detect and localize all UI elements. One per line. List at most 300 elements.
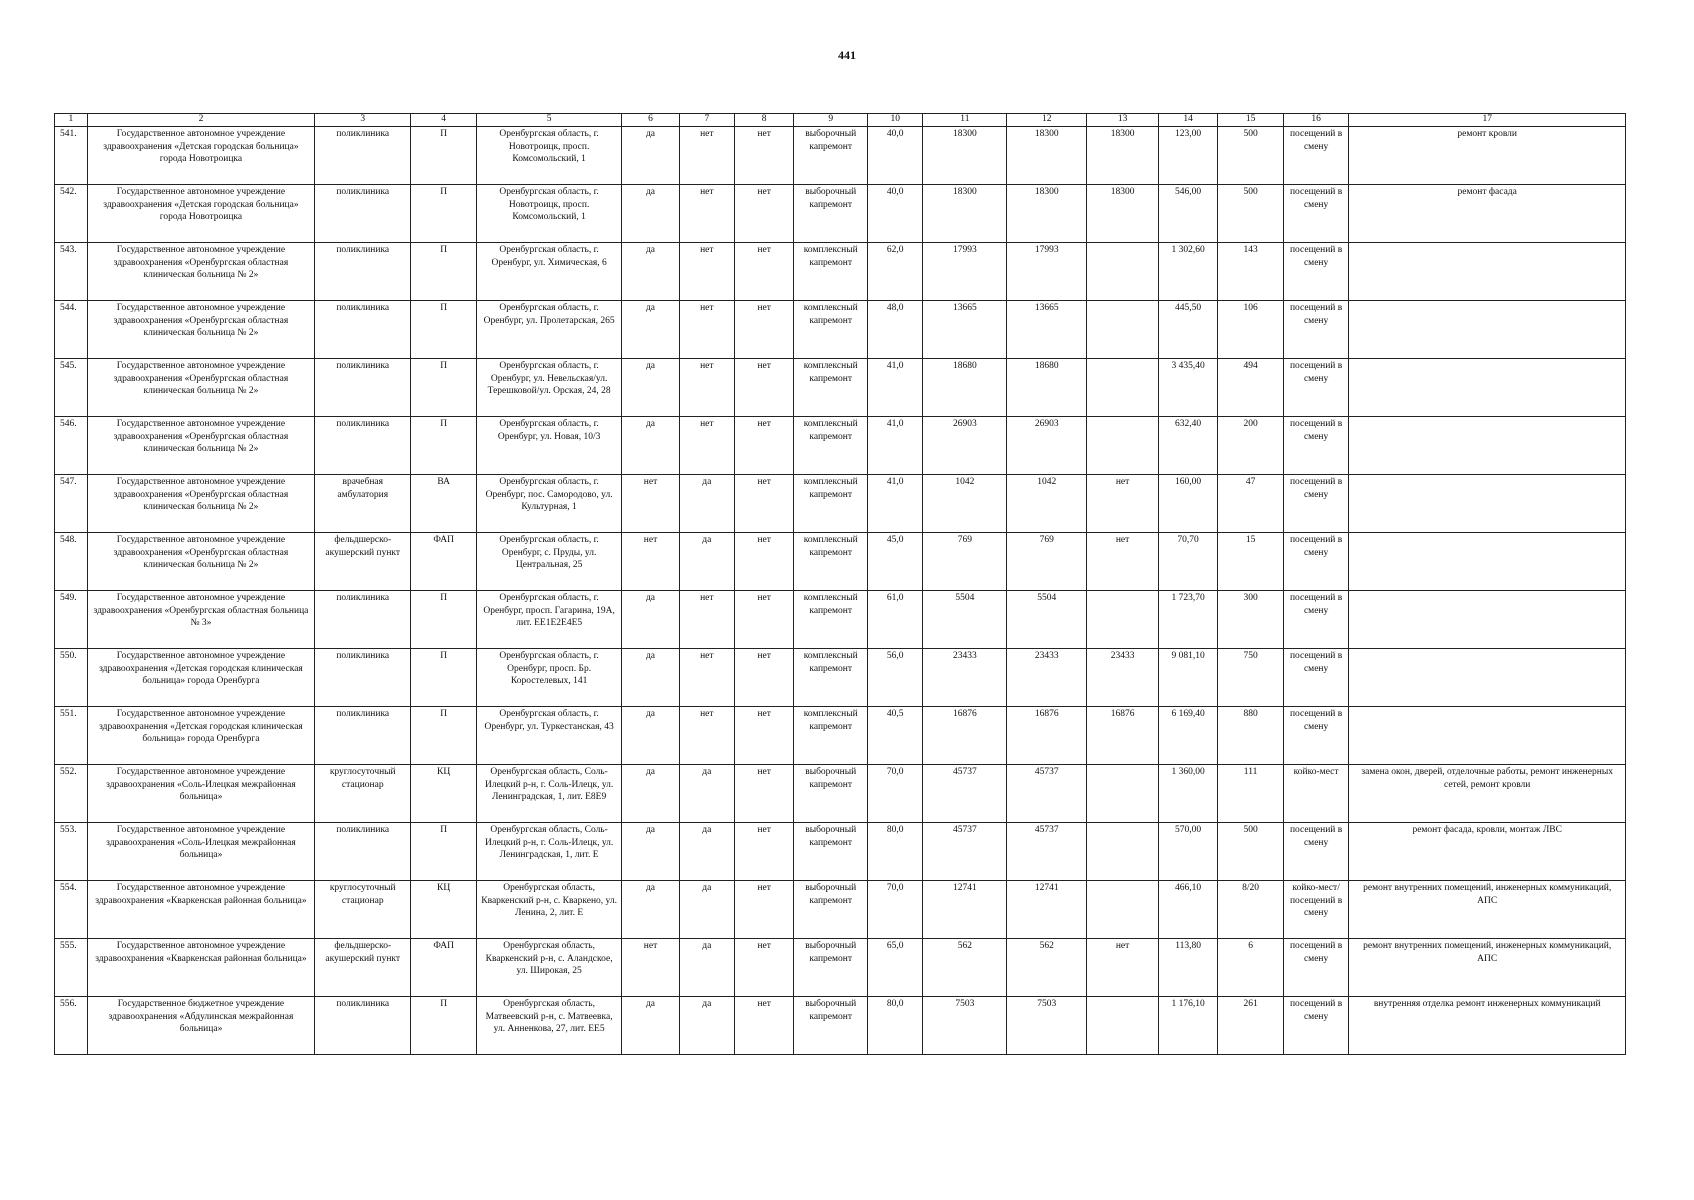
table-cell: 7503 <box>923 997 1007 1055</box>
table-cell: 543. <box>55 243 88 301</box>
table-cell: нет <box>622 939 679 997</box>
table-cell: посещений в смену <box>1283 301 1349 359</box>
table-cell: нет <box>734 185 793 243</box>
table-row <box>55 591 1626 649</box>
table-row <box>55 243 1626 301</box>
table-cell: 13665 <box>923 301 1007 359</box>
table-cell: круглосуточный стационар <box>315 765 411 823</box>
table-cell: комплексный капремонт <box>794 649 868 707</box>
table-cell: комплексный капремонт <box>794 417 868 475</box>
table-cell: 40,5 <box>868 707 923 765</box>
table-cell: нет <box>679 185 734 243</box>
column-number-header: 8 <box>734 114 793 127</box>
table-cell: комплексный капремонт <box>794 591 868 649</box>
table-cell: поликлиника <box>315 359 411 417</box>
table-cell <box>1349 301 1626 359</box>
table-cell: ремонт фасада, кровли, монтаж ЛВС <box>1349 823 1626 881</box>
table-cell: Оренбургская область, г. Новотроицк, просп. Комсомольский, 1 <box>476 127 621 185</box>
table-cell: выборочный капремонт <box>794 997 868 1055</box>
table-cell: нет <box>734 997 793 1055</box>
table-cell: посещений в смену <box>1283 533 1349 591</box>
table-cell: Оренбургская область, Кваркенский р-н, с. Аландское, ул. Широкая, 25 <box>476 939 621 997</box>
table-cell: нет <box>734 939 793 997</box>
table-cell: нет <box>734 707 793 765</box>
table-cell: 547. <box>55 475 88 533</box>
table-cell: ВА <box>411 475 477 533</box>
column-number-header-row <box>55 114 1626 127</box>
table-cell: посещений в смену <box>1283 127 1349 185</box>
table-cell: Оренбургская область, г. Оренбург, с. Пруды, ул. Центральная, 25 <box>476 533 621 591</box>
table-cell: да <box>679 765 734 823</box>
table-cell: 551. <box>55 707 88 765</box>
table-cell: Оренбургская область, г. Оренбург, ул. Химическая, 6 <box>476 243 621 301</box>
table-cell: 546. <box>55 417 88 475</box>
table-cell: Государственное автономное учреждение здравоохранения «Оренбургская областная клиническая больница № 2» <box>87 243 314 301</box>
table-cell: Оренбургская область, Соль-Илецкий р-н, г. Соль-Илецк, ул. Ленинградская, 1, лит. Е <box>476 823 621 881</box>
table-cell: нет <box>1087 475 1159 533</box>
table-row <box>55 417 1626 475</box>
table-cell: 1 360,00 <box>1158 765 1217 823</box>
table-cell: да <box>622 881 679 939</box>
table-cell: 300 <box>1218 591 1284 649</box>
table-cell: 70,0 <box>868 881 923 939</box>
table-cell: 18300 <box>1087 127 1159 185</box>
table-cell: посещений в смену <box>1283 417 1349 475</box>
table-cell <box>1349 707 1626 765</box>
table-cell: П <box>411 185 477 243</box>
table-cell: посещений в смену <box>1283 591 1349 649</box>
table-cell: 12741 <box>1007 881 1087 939</box>
table-cell: да <box>679 475 734 533</box>
table-cell: поликлиника <box>315 649 411 707</box>
table-cell: 56,0 <box>868 649 923 707</box>
table-row <box>55 823 1626 881</box>
table-cell <box>1087 997 1159 1055</box>
table-cell: 500 <box>1218 185 1284 243</box>
table-cell: 494 <box>1218 359 1284 417</box>
table-cell: П <box>411 359 477 417</box>
table-cell: комплексный капремонт <box>794 475 868 533</box>
table-cell: 550. <box>55 649 88 707</box>
table-cell: 16876 <box>1087 707 1159 765</box>
table-cell: 15 <box>1218 533 1284 591</box>
table-cell: 17993 <box>1007 243 1087 301</box>
table-cell: да <box>679 881 734 939</box>
table-cell: нет <box>1087 939 1159 997</box>
column-number-header: 4 <box>411 114 477 127</box>
table-cell: 18300 <box>1007 127 1087 185</box>
table-row <box>55 475 1626 533</box>
table-cell <box>1087 591 1159 649</box>
table-cell: да <box>622 707 679 765</box>
table-cell: Оренбургская область, Матвеевский р-н, с. Матвеевка, ул. Анненкова, 27, лит. ЕЕ5 <box>476 997 621 1055</box>
table-cell: да <box>622 301 679 359</box>
table-cell: 106 <box>1218 301 1284 359</box>
table-cell: 45737 <box>1007 823 1087 881</box>
table-row <box>55 707 1626 765</box>
table-cell: нет <box>622 533 679 591</box>
table-cell: 562 <box>923 939 1007 997</box>
table-cell: выборочный капремонт <box>794 765 868 823</box>
page-number: 441 <box>838 48 856 62</box>
registry-table <box>54 113 1626 1055</box>
table-cell <box>1349 359 1626 417</box>
table-cell: 769 <box>923 533 1007 591</box>
table-cell: 466,10 <box>1158 881 1217 939</box>
column-number-header: 16 <box>1283 114 1349 127</box>
table-cell <box>1087 301 1159 359</box>
table-cell: врачебная амбулатория <box>315 475 411 533</box>
table-cell: нет <box>734 243 793 301</box>
table-cell <box>1349 475 1626 533</box>
table-cell: выборочный капремонт <box>794 881 868 939</box>
table-cell: 769 <box>1007 533 1087 591</box>
table-cell: выборочный капремонт <box>794 127 868 185</box>
table-cell: Государственное автономное учреждение здравоохранения «Оренбургская областная клиническая больница № 2» <box>87 301 314 359</box>
column-number-header: 2 <box>87 114 314 127</box>
table-cell: нет <box>734 649 793 707</box>
table-cell: 556. <box>55 997 88 1055</box>
table-cell <box>1087 881 1159 939</box>
table-row <box>55 765 1626 823</box>
table-cell: Государственное автономное учреждение здравоохранения «Детская городская больница» города Новотроицка <box>87 127 314 185</box>
table-cell: нет <box>679 359 734 417</box>
column-number-header: 10 <box>868 114 923 127</box>
table-cell: нет <box>679 417 734 475</box>
table-cell: П <box>411 417 477 475</box>
table-cell: поликлиника <box>315 707 411 765</box>
table-cell: П <box>411 243 477 301</box>
table-cell: нет <box>1087 533 1159 591</box>
table-cell: нет <box>734 591 793 649</box>
table-cell <box>1087 359 1159 417</box>
table-cell: 545. <box>55 359 88 417</box>
table-cell: выборочный капремонт <box>794 823 868 881</box>
table-cell: выборочный капремонт <box>794 185 868 243</box>
table-cell: 18680 <box>923 359 1007 417</box>
table-cell <box>1349 649 1626 707</box>
table-cell: 553. <box>55 823 88 881</box>
column-number-header: 5 <box>476 114 621 127</box>
table-cell: Оренбургская область, г. Оренбург, пос. Самородово, ул. Культурная, 1 <box>476 475 621 533</box>
table-cell: нет <box>734 417 793 475</box>
table-cell: 61,0 <box>868 591 923 649</box>
table-cell: П <box>411 649 477 707</box>
table-cell: 18680 <box>1007 359 1087 417</box>
table-cell: 445,50 <box>1158 301 1217 359</box>
table-cell: 542. <box>55 185 88 243</box>
table-cell: нет <box>734 881 793 939</box>
table-cell: 16876 <box>923 707 1007 765</box>
table-row <box>55 533 1626 591</box>
table-cell: П <box>411 823 477 881</box>
table-cell: комплексный капремонт <box>794 707 868 765</box>
table-cell: Оренбургская область, Соль-Илецкий р-н, г. Соль-Илецк, ул. Ленинградская, 1, лит. Е8Е9 <box>476 765 621 823</box>
table-cell: посещений в смену <box>1283 997 1349 1055</box>
table-cell: фельдшерско-акушерский пункт <box>315 939 411 997</box>
table-cell: ремонт внутренних помещений, инженерных коммуникаций, АПС <box>1349 939 1626 997</box>
table-cell: 541. <box>55 127 88 185</box>
table-cell: 18300 <box>1007 185 1087 243</box>
table-cell: поликлиника <box>315 301 411 359</box>
table-cell: 562 <box>1007 939 1087 997</box>
table-cell: 552. <box>55 765 88 823</box>
column-number-header: 15 <box>1218 114 1284 127</box>
table-cell: Государственное автономное учреждение здравоохранения «Детская городская больница» города Новотроицка <box>87 185 314 243</box>
table-cell: фельдшерско-акушерский пункт <box>315 533 411 591</box>
table-cell: комплексный капремонт <box>794 301 868 359</box>
table-cell: комплексный капремонт <box>794 243 868 301</box>
table-cell: да <box>622 127 679 185</box>
table-cell: Государственное автономное учреждение здравоохранения «Оренбургская областная клиническая больница № 2» <box>87 475 314 533</box>
table-cell: ФАП <box>411 533 477 591</box>
table-cell: нет <box>679 243 734 301</box>
table-cell: Государственное автономное учреждение здравоохранения «Детская городская клиническая больница» города Оренбурга <box>87 649 314 707</box>
table-cell: да <box>622 417 679 475</box>
table-cell: 45,0 <box>868 533 923 591</box>
table-cell: 113,80 <box>1158 939 1217 997</box>
table-cell: нет <box>679 127 734 185</box>
table-cell: нет <box>734 301 793 359</box>
table-cell: да <box>679 939 734 997</box>
table-cell: выборочный капремонт <box>794 939 868 997</box>
table-cell: П <box>411 127 477 185</box>
table-cell: посещений в смену <box>1283 359 1349 417</box>
table-cell: 26903 <box>1007 417 1087 475</box>
table-cell: 17993 <box>923 243 1007 301</box>
table-cell: 40,0 <box>868 127 923 185</box>
table-cell: Государственное автономное учреждение здравоохранения «Оренбургская областная клиническая больница № 2» <box>87 359 314 417</box>
table-row <box>55 301 1626 359</box>
table-cell: 5504 <box>923 591 1007 649</box>
table-cell: поликлиника <box>315 823 411 881</box>
table-cell: нет <box>734 475 793 533</box>
table-cell: да <box>622 649 679 707</box>
table-row <box>55 881 1626 939</box>
table-cell: Оренбургская область, г. Оренбург, ул. Новая, 10/3 <box>476 417 621 475</box>
table-cell: 47 <box>1218 475 1284 533</box>
table-cell: КЦ <box>411 881 477 939</box>
table-cell: Оренбургская область, г. Новотроицк, просп. Комсомольский, 1 <box>476 185 621 243</box>
table-body <box>55 114 1626 1055</box>
table-cell: Государственное автономное учреждение здравоохранения «Детская городская клиническая больница» города Оренбурга <box>87 707 314 765</box>
table-cell: 570,00 <box>1158 823 1217 881</box>
table-cell: 8/20 <box>1218 881 1284 939</box>
table-cell: 41,0 <box>868 475 923 533</box>
table-cell: 500 <box>1218 823 1284 881</box>
table-cell: нет <box>734 533 793 591</box>
table-cell: 45737 <box>923 765 1007 823</box>
table-cell: 261 <box>1218 997 1284 1055</box>
table-cell <box>1087 417 1159 475</box>
table-cell <box>1349 243 1626 301</box>
table-cell: 500 <box>1218 127 1284 185</box>
table-cell: комплексный капремонт <box>794 533 868 591</box>
table-row <box>55 939 1626 997</box>
column-number-header: 13 <box>1087 114 1159 127</box>
column-number-header: 11 <box>923 114 1007 127</box>
table-cell: Государственное автономное учреждение здравоохранения «Соль-Илецкая межрайонная больница» <box>87 823 314 881</box>
table-row <box>55 997 1626 1055</box>
table-cell: 80,0 <box>868 823 923 881</box>
table-cell: нет <box>734 127 793 185</box>
column-number-header: 9 <box>794 114 868 127</box>
table-cell: да <box>622 359 679 417</box>
table-cell: да <box>622 591 679 649</box>
table-cell: 546,00 <box>1158 185 1217 243</box>
table-cell: посещений в смену <box>1283 243 1349 301</box>
table-cell: 26903 <box>923 417 1007 475</box>
table-cell: Государственное бюджетное учреждение здравоохранения «Абдулинская межрайонная больница» <box>87 997 314 1055</box>
table-cell: Оренбургская область, г. Оренбург, ул. Туркестанская, 43 <box>476 707 621 765</box>
table-cell: посещений в смену <box>1283 475 1349 533</box>
table-cell: 1 302,60 <box>1158 243 1217 301</box>
table-cell: 23433 <box>923 649 1007 707</box>
table-cell: 1042 <box>1007 475 1087 533</box>
table-cell: нет <box>734 823 793 881</box>
table-cell <box>1087 243 1159 301</box>
table-cell: 555. <box>55 939 88 997</box>
table-cell: 45737 <box>923 823 1007 881</box>
table-cell: 7503 <box>1007 997 1087 1055</box>
table-cell: ФАП <box>411 939 477 997</box>
table-cell: 548. <box>55 533 88 591</box>
table-row <box>55 185 1626 243</box>
table-cell: ремонт кровли <box>1349 127 1626 185</box>
table-cell: Государственное автономное учреждение здравоохранения «Соль-Илецкая межрайонная больница» <box>87 765 314 823</box>
table-cell: 6 169,40 <box>1158 707 1217 765</box>
table-cell: Оренбургская область, г. Оренбург, ул. Невельская/ул. Терешковой/ул. Орская, 24, 28 <box>476 359 621 417</box>
table-cell: 40,0 <box>868 185 923 243</box>
table-cell: нет <box>679 707 734 765</box>
table-cell: Оренбургская область, г. Оренбург, просп. Гагарина, 19А, лит. ЕЕ1Е2Е4Е5 <box>476 591 621 649</box>
table-cell <box>1349 417 1626 475</box>
table-cell: внутренняя отделка ремонт инженерных коммуникаций <box>1349 997 1626 1055</box>
table-cell: 1 176,10 <box>1158 997 1217 1055</box>
table-cell: 750 <box>1218 649 1284 707</box>
table-row <box>55 127 1626 185</box>
table-cell: поликлиника <box>315 997 411 1055</box>
table-cell: посещений в смену <box>1283 707 1349 765</box>
table-cell: койко-мест <box>1283 765 1349 823</box>
table-cell <box>1087 823 1159 881</box>
table-cell: да <box>622 997 679 1055</box>
table-cell: 1042 <box>923 475 1007 533</box>
table-cell: 23433 <box>1007 649 1087 707</box>
table-cell: 6 <box>1218 939 1284 997</box>
table-cell: нет <box>622 475 679 533</box>
table-row <box>55 359 1626 417</box>
table-cell: КЦ <box>411 765 477 823</box>
table-cell: П <box>411 591 477 649</box>
table-cell: нет <box>679 649 734 707</box>
table-cell: 143 <box>1218 243 1284 301</box>
table-cell: 16876 <box>1007 707 1087 765</box>
table-cell: посещений в смену <box>1283 649 1349 707</box>
column-number-header: 7 <box>679 114 734 127</box>
column-number-header: 3 <box>315 114 411 127</box>
table-cell <box>1349 591 1626 649</box>
table-cell: П <box>411 707 477 765</box>
table-cell: нет <box>679 301 734 359</box>
table-cell: П <box>411 301 477 359</box>
table-cell: 880 <box>1218 707 1284 765</box>
table-cell: 18300 <box>923 185 1007 243</box>
table-cell: 160,00 <box>1158 475 1217 533</box>
table-cell: поликлиника <box>315 127 411 185</box>
table-cell: посещений в смену <box>1283 823 1349 881</box>
table-cell: Оренбургская область, г. Оренбург, просп. Бр. Коростелевых, 141 <box>476 649 621 707</box>
table-cell: 70,0 <box>868 765 923 823</box>
table-cell: да <box>679 997 734 1055</box>
table-cell: Государственное автономное учреждение здравоохранения «Оренбургская областная клиническая больница № 2» <box>87 417 314 475</box>
table-cell: 9 081,10 <box>1158 649 1217 707</box>
table-row <box>55 649 1626 707</box>
table-cell: 111 <box>1218 765 1284 823</box>
table-cell <box>1349 533 1626 591</box>
table-cell: Государственное автономное учреждение здравоохранения «Кваркенская районная больница» <box>87 881 314 939</box>
table-cell: 62,0 <box>868 243 923 301</box>
table-cell: замена окон, дверей, отделочные работы, ремонт инженерных сетей, ремонт кровли <box>1349 765 1626 823</box>
table-cell: круглосуточный стационар <box>315 881 411 939</box>
table-cell: 18300 <box>1087 185 1159 243</box>
table-cell: посещений в смену <box>1283 939 1349 997</box>
table-cell: Государственное автономное учреждение здравоохранения «Кваркенская районная больница» <box>87 939 314 997</box>
table-cell: 200 <box>1218 417 1284 475</box>
table-cell: 48,0 <box>868 301 923 359</box>
table-cell: 3 435,40 <box>1158 359 1217 417</box>
table-cell: да <box>622 823 679 881</box>
table-cell: 544. <box>55 301 88 359</box>
table-cell: 12741 <box>923 881 1007 939</box>
table-cell: нет <box>734 359 793 417</box>
table-cell: ремонт фасада <box>1349 185 1626 243</box>
table-cell: 5504 <box>1007 591 1087 649</box>
table-cell: койко-мест/посещений в смену <box>1283 881 1349 939</box>
table-cell: да <box>622 185 679 243</box>
column-number-header: 1 <box>55 114 88 127</box>
table-cell: да <box>622 765 679 823</box>
table-cell: поликлиника <box>315 185 411 243</box>
table-cell: 13665 <box>1007 301 1087 359</box>
table-cell: поликлиника <box>315 417 411 475</box>
column-number-header: 17 <box>1349 114 1626 127</box>
table-cell: 23433 <box>1087 649 1159 707</box>
table-cell: да <box>679 533 734 591</box>
table-cell <box>1087 765 1159 823</box>
table-cell: 41,0 <box>868 417 923 475</box>
table-cell: 1 723,70 <box>1158 591 1217 649</box>
table-cell: 632,40 <box>1158 417 1217 475</box>
column-number-header: 6 <box>622 114 679 127</box>
table-cell: 123,00 <box>1158 127 1217 185</box>
table-cell: нет <box>734 765 793 823</box>
table-cell: поликлиника <box>315 243 411 301</box>
table-cell: поликлиника <box>315 591 411 649</box>
table-cell: нет <box>679 591 734 649</box>
table-cell: 65,0 <box>868 939 923 997</box>
column-number-header: 12 <box>1007 114 1087 127</box>
column-number-header: 14 <box>1158 114 1217 127</box>
table-cell: 18300 <box>923 127 1007 185</box>
table-cell: комплексный капремонт <box>794 359 868 417</box>
table-cell: Оренбургская область, г. Оренбург, ул. Пролетарская, 265 <box>476 301 621 359</box>
table-cell: Оренбургская область, Кваркенский р-н, с. Кваркено, ул. Ленина, 2, лит. Е <box>476 881 621 939</box>
table-cell: 45737 <box>1007 765 1087 823</box>
table-cell: да <box>679 823 734 881</box>
table-cell: да <box>622 243 679 301</box>
table-cell: Государственное автономное учреждение здравоохранения «Оренбургская областная клиническая больница № 2» <box>87 533 314 591</box>
